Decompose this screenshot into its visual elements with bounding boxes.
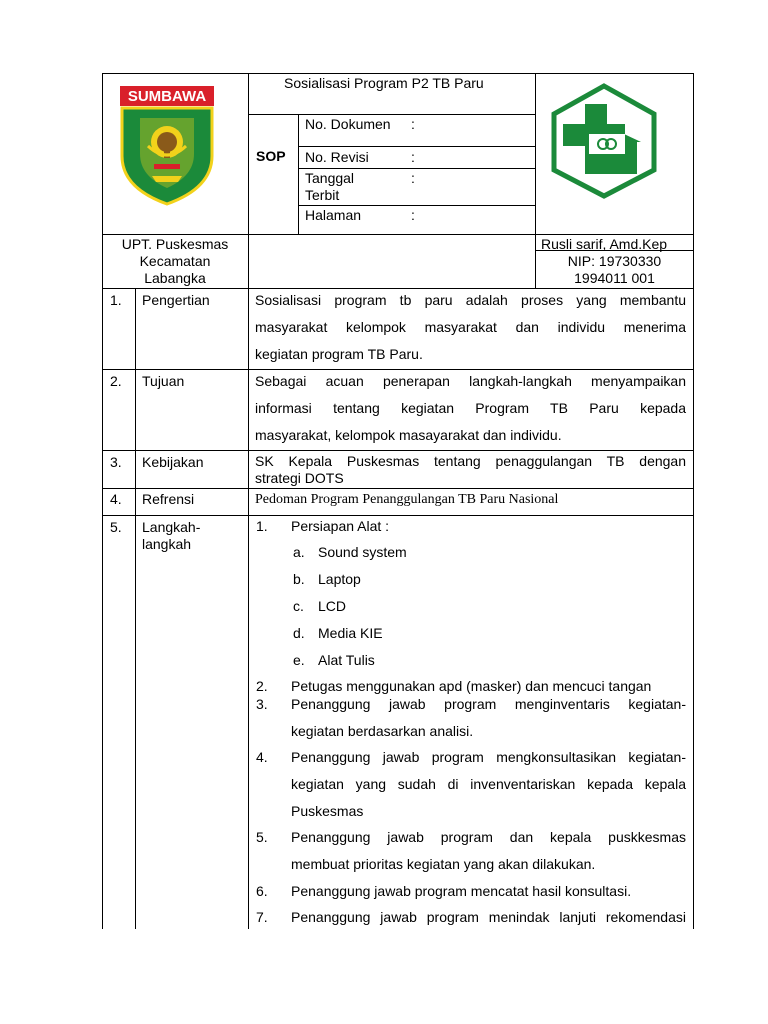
step-number: 4. bbox=[256, 749, 268, 765]
sub-item-key: a. bbox=[293, 544, 305, 560]
step-3-text: Penanggung jawab program menginventaris kegiatan- kegiatan berdasarkan analisi. bbox=[291, 696, 686, 739]
step-number: 2. bbox=[256, 678, 268, 694]
signer-nip-2: 1994011 001 bbox=[574, 270, 655, 286]
row-label-refrensi: Refrensi bbox=[142, 491, 195, 507]
row-number: 1. bbox=[110, 292, 122, 308]
sub-item-text: Alat Tulis bbox=[318, 652, 375, 668]
sub-item-text: Sound system bbox=[318, 544, 407, 560]
sub-item-text: Media KIE bbox=[318, 625, 383, 641]
row-number: 2. bbox=[110, 373, 122, 389]
step-number: 6. bbox=[256, 883, 268, 899]
field-halaman: Halaman bbox=[305, 207, 362, 223]
step-number: 1. bbox=[256, 518, 268, 534]
document-title: Sosialisasi Program P2 TB Paru bbox=[284, 75, 484, 91]
org-line-2: Kecamatan bbox=[139, 253, 211, 269]
row-number: 4. bbox=[110, 491, 122, 507]
step-6-text: Penanggung jawab program mencatat hasil konsultasi. bbox=[291, 883, 632, 899]
row-label-pengertian: Pengertian bbox=[142, 292, 210, 308]
step-1-text: Persiapan Alat : bbox=[291, 518, 390, 534]
signer-nip-1: NIP: 19730330 bbox=[567, 253, 662, 269]
row-number: 5. bbox=[110, 519, 122, 535]
field-no-revisi-sep: : bbox=[411, 149, 415, 165]
field-terbit: Terbit bbox=[305, 187, 340, 203]
field-halaman-sep: : bbox=[411, 207, 415, 223]
step-2-text: Petugas menggunakan apd (masker) dan mencuci tangan bbox=[291, 678, 652, 694]
row-label-langkah: Langkah- bbox=[142, 519, 201, 535]
logo-text: SUMBAWA bbox=[127, 88, 207, 105]
org-line-3: Labangka bbox=[144, 270, 206, 286]
field-no-revisi: No. Revisi bbox=[305, 149, 369, 165]
org-line-1: UPT. Puskesmas bbox=[121, 236, 229, 252]
row-label-kebijakan: Kebijakan bbox=[142, 454, 204, 470]
field-tanggal: Tanggal bbox=[305, 170, 355, 186]
step-number: 5. bbox=[256, 829, 268, 845]
sub-item-key: c. bbox=[293, 598, 304, 614]
sop-label: SOP bbox=[256, 148, 286, 164]
sub-item-text: Laptop bbox=[318, 571, 361, 587]
sub-item-key: b. bbox=[293, 571, 305, 587]
sub-item-key: e. bbox=[293, 652, 305, 668]
step-5-text: Penanggung jawab program dan kepala puskkesmas membuat prioritas kegiatan yang akan dilakukan. bbox=[291, 829, 686, 872]
step-7-text: Penanggung jawab program menindak lanjuti rekomendasi bbox=[291, 909, 686, 925]
row-label-langkah-2: langkah bbox=[142, 536, 192, 552]
field-no-dokumen-sep: : bbox=[411, 116, 415, 132]
row-label-tujuan: Tujuan bbox=[142, 373, 185, 389]
signer-name: Rusli sarif, Amd.Kep bbox=[541, 236, 668, 252]
step-4-text: Penanggung jawab program mengkonsultasikan kegiatan- kegiatan yang sudah di invenventariskan kepada kepala Puskesmas bbox=[291, 749, 686, 819]
field-no-dokumen: No. Dokumen bbox=[305, 116, 391, 132]
row-content-refrensi: Pedoman Program Penanggulangan TB Paru Nasional bbox=[255, 492, 559, 507]
step-number: 7. bbox=[256, 909, 268, 925]
sub-item-key: d. bbox=[293, 625, 305, 641]
row-number: 3. bbox=[110, 454, 122, 470]
step-number: 3. bbox=[256, 696, 268, 712]
field-tanggal-sep: : bbox=[411, 170, 415, 186]
row-content-pengertian: Sosialisasi program tb paru adalah proses yang membantu masyarakat kelompok masyarakat dan individu menerima kegiatan program TB Paru. bbox=[255, 292, 686, 362]
sub-item-text: LCD bbox=[318, 598, 347, 614]
puskesmas-logo bbox=[545, 82, 663, 200]
sumbawa-logo bbox=[118, 84, 216, 206]
row-content-tujuan: Sebagai acuan penerapan langkah-langkah menyampaikan informasi tentang kegiatan Program TB Paru kepada masyarakat, kelompok masayarakat dan individu. bbox=[255, 373, 686, 443]
row-content-kebijakan: SK Kepala Puskesmas tentang penaggulangan TB dengan strategi DOTS bbox=[255, 453, 686, 486]
